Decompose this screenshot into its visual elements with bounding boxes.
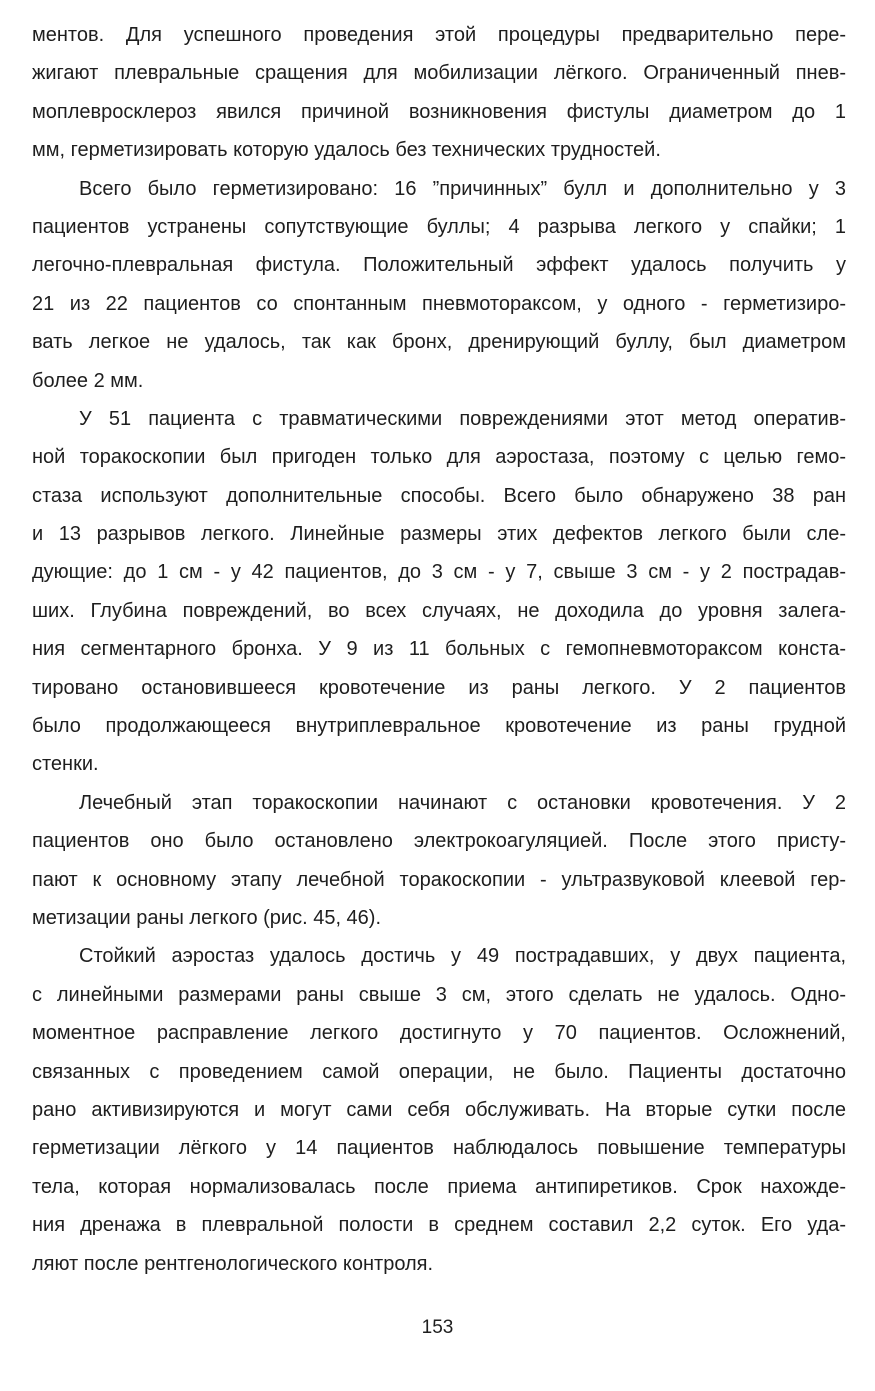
page-number: 153 [421,1317,454,1338]
text-line: пают к основному этапу лечебной торакоскопии - ультразвуковой клеевой гер- [32,868,846,891]
text-line: моплевросклероз явился причиной возникновения фистулы диаметром до 1 [32,100,846,123]
text-line: рано активизируются и могут сами себя обслуживать. На вторые сутки после [32,1098,846,1121]
text-line: Лечебный этап торакоскопии начинают с остановки кровотечения. У 2 [79,791,846,814]
text-line: и 13 разрывов легкого. Линейные размеры этих дефектов легкого были сле- [32,523,846,546]
text-line: пациентов оно было остановлено электрокоагуляцией. После этого присту- [32,830,846,853]
paragraph-2 [32,170,846,400]
text-line: пациентов устранены сопутствующие буллы; 4 разрыва легкого у спайки; 1 [32,215,846,238]
paragraph-1 [32,16,846,170]
text-line: вать легкое не удалось, так как бронх, дренирующий буллу, был диаметром [32,331,846,354]
text-line: легочно-плевральная фистула. Положительный эффект удалось получить у [32,254,846,277]
text-line: ляют после рентгенологического контроля. [32,1252,434,1275]
text-line: ния сегментарного бронха. У 9 из 11 больных с гемопневмотораксом конста- [32,638,846,661]
text-line: Всего было герметизировано: 16 ”причинных” булл и дополнительно у 3 [79,177,846,200]
text-line: У 51 пациента с травматическими повреждениями этот метод оператив- [79,407,846,430]
text-line: тировано остановившееся кровотечение из раны легкого. У 2 пациентов [32,676,846,699]
text-line: герметизации лёгкого у 14 пациентов наблюдалось повышение температуры [32,1137,846,1160]
text-line: тела, которая нормализовалась после приема антипиретиков. Срок нахожде- [32,1175,846,1198]
text-line: дующие: до 1 см - у 42 пациентов, до 3 см - у 7, свыше 3 см - у 2 пострадав- [32,561,846,584]
paragraph-5 [32,937,846,1283]
paragraph-3 [32,400,846,784]
text-line: жигают плевральные сращения для мобилизации лёгкого. Ограниченный пнев- [32,62,846,85]
text-line: связанных с проведением самой операции, не было. Пациенты достаточно [32,1060,846,1083]
text-line: стенки. [32,753,99,776]
text-line: метизации раны легкого (рис. 45, 46). [32,906,382,929]
text-line: стаза используют дополнительные способы. Всего было обнаружено 38 ран [32,484,846,507]
text-line: 21 из 22 пациентов со спонтанным пневмотораксом, у одного - герметизиро- [32,292,846,315]
text-line: ментов. Для успешного проведения этой процедуры предварительно пере- [32,24,846,46]
text-line: ших. Глубина повреждений, во всех случаях, не доходила до уровня залега- [32,599,846,622]
text-line: более 2 мм. [32,369,144,392]
text-line: с линейными размерами раны свыше 3 см, этого сделать не удалось. Одно- [32,983,846,1006]
text-line: Стойкий аэростаз удалось достичь у 49 пострадавших, у двух пациента, [79,945,846,968]
text-line: моментное расправление легкого достигнуто у 70 пациентов. Осложнений, [32,1022,846,1045]
text-line: ния дренажа в плевральной полости в среднем составил 2,2 суток. Его уда- [32,1214,846,1237]
text-line: мм, герметизировать которую удалось без технических трудностей. [32,139,661,162]
paragraph-4 [32,784,846,938]
text-line: было продолжающееся внутриплевральное кровотечение из раны грудной [32,715,846,738]
text-line: ной торакоскопии был пригоден только для аэростаза, поэтому с целью гемо- [32,446,846,469]
document-page [32,16,846,1283]
